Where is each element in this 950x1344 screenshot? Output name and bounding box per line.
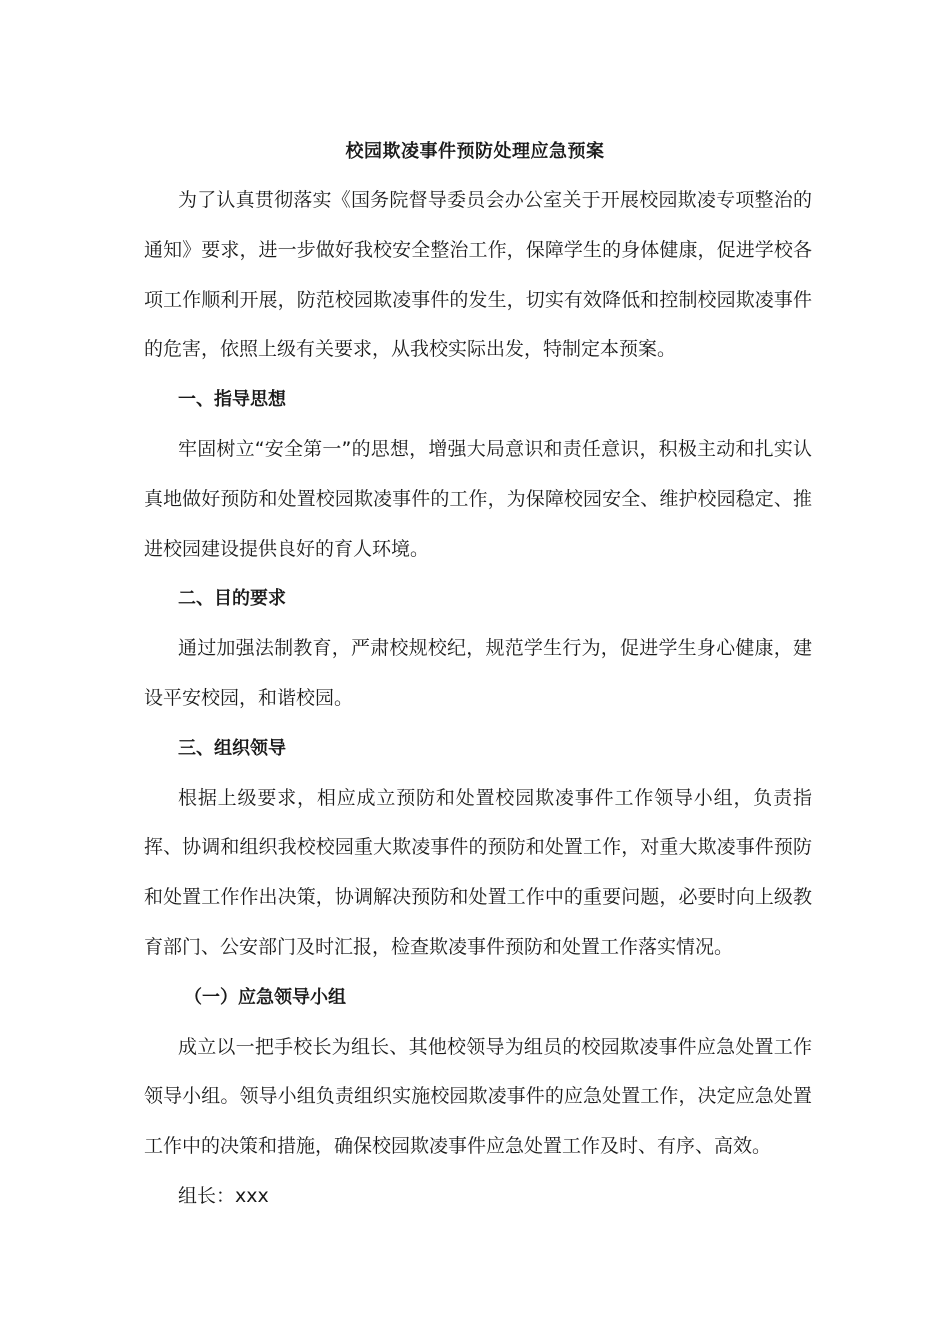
document-title: 校园欺凌事件预防处理应急预案: [345, 141, 605, 162]
section-text-organization: 根据上级要求，相应成立预防和处置校园欺凌事件工作领导小组，负责指挥、协调和组织我校校园重大欺凌事件的预防和处置工作，对重大欺凌事件预防和处置工作作出决策，协调解决预防和处置工作中的重要问题，必要时向上级教育部门、公安部门及时汇报，检查欺凌事件预防和处置工作落实情况。: [144, 786, 812, 958]
group-leader-line: 组长：xxx: [178, 1184, 269, 1207]
document-body: [144, 176, 812, 1222]
section-heading-organization: 三、组织领导: [178, 737, 286, 759]
subsection-heading-emergency-group: （一）应急领导小组: [184, 986, 346, 1008]
section-heading-guiding-ideology: 一、指导思想: [178, 389, 286, 411]
section-text-guiding-ideology: 牢固树立“安全第一”的思想，增强大局意识和责任意识，积极主动和扎实认真地做好预防和处置校园欺凌事件的工作，为保障校园安全、维护校园稳定、推进校园建设提供良好的育人环境。: [144, 437, 812, 560]
intro-paragraph: 为了认真贯彻落实《国务院督导委员会办公室关于开展校园欺凌专项整治的通知》要求，进一步做好我校安全整治工作，保障学生的身体健康，促进学校各项工作顺利开展，防范校园欺凌事件的发生，切实有效降低和控制校园欺凌事件的危害，依照上级有关要求，从我校实际出发，特制定本预案。: [144, 189, 812, 361]
subsection-text-emergency-group: 成立以一把手校长为组长、其他校领导为组员的校园欺凌事件应急处置工作领导小组。领导小组负责组织实施校园欺凌事件的应急处置工作，决定应急处置工作中的决策和措施，确保校园欺凌事件应急处置工作及时、有序、高效。: [144, 1035, 812, 1158]
section-text-objectives: 通过加强法制教育，严肃校规校纪，规范学生行为，促进学生身心健康，建设平安校园，和谐校园。: [144, 637, 812, 709]
section-heading-objectives: 二、目的要求: [178, 588, 286, 610]
